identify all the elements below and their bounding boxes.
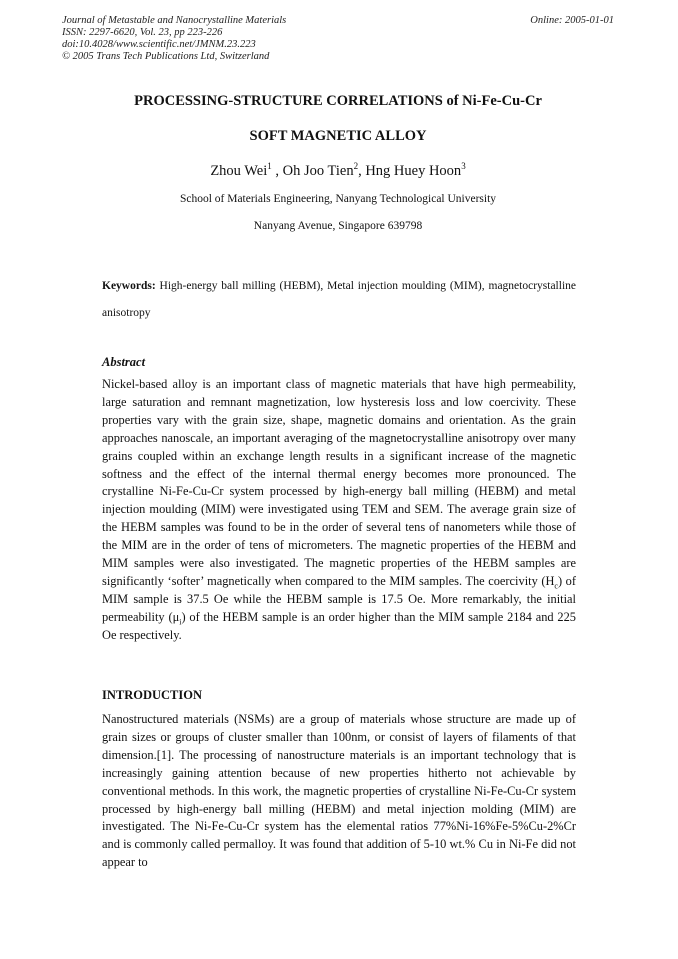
journal-header	[62, 15, 614, 63]
author-name: Zhou Wei	[210, 163, 268, 179]
abstract-text-part-1: Nickel-based alloy is an important class of magnetic materials that have high permeability, large saturation and remnant magnetization, low hysteresis loss and low coercivity. These properties vary with the grain size, shape, magnetic domains and orientation. As the grain approaches nanoscale, an important averaging of the magnetocrystalline anisotropy over many grains coupled within an exchange length results in a significant increase of the magnetic softness and the effect of the internal thermal energy becomes more pronounced. The crystalline Ni-Fe-Cu-Cr system processed by high-energy ball milling (HEBM) and metal injection moulding (MIM) were investigated using TEM and SEM. The average grain size of the HEBM samples was found to be in the order of several tens of nanometers while those of the MIM are in the order of tens of micrometers. The magnetic properties of the HEBM and MIM samples were also investigated. The magnetic properties of the HEBM samples are significantly ‘softer’ magnetically when compared to the MIM samples. The coercivity (H	[102, 377, 576, 588]
doi-line: doi:10.4028/www.scientific.net/JMNM.23.223	[62, 39, 256, 50]
keywords-label: Keywords:	[102, 280, 156, 292]
copyright-line: © 2005 Trans Tech Publications Ltd, Switzerland	[62, 51, 270, 62]
author-separator: ,	[358, 163, 366, 179]
introduction-body: Nanostructured materials (NSMs) are a group of materials whose structure are made up of grain sizes or groups of cluster smaller than 100nm, or consist of layers of filaments of that dimension.[1]. The processing of nanostructure materials is an important technology that is increasingly gaining attention because of new properties hitherto not achievable by conventional methods. In this work, the magnetic properties of crystalline Ni-Fe-Cu-Cr system processed by high-energy ball milling (HEBM) and metal injection molding (MIM) are investigated. The Ni-Fe-Cu-Cr system has the elemental ratios 77%Ni-16%Fe-5%Cu-2%Cr and is commonly called permalloy. It was found that addition of 5-10 wt.% Cu in Ni-Fe did not appear to	[102, 712, 576, 870]
coercivity-subscript: c	[554, 581, 558, 591]
author-name: Hng Huey Hoon	[365, 163, 462, 179]
introduction-heading: INTRODUCTION	[102, 688, 203, 702]
permeability-subscript: i	[179, 617, 182, 627]
abstract-body	[102, 376, 576, 645]
affiliation-line-1: School of Materials Engineering, Nanyang Technological University	[179, 193, 497, 205]
keywords-section	[102, 273, 576, 327]
affiliation-line-2: Nanyang Avenue, Singapore 639798	[253, 220, 423, 232]
affiliation-mark: 2	[353, 161, 359, 172]
affiliation-mark: 3	[461, 161, 466, 172]
author-separator: ,	[271, 163, 283, 179]
keywords-text: High-energy ball milling (HEBM), Metal injection moulding (MIM), magnetocrystalline anisotropy	[102, 280, 576, 319]
issn-line: ISSN: 2297-6620, Vol. 23, pp 223-226	[62, 27, 223, 38]
author-list	[62, 160, 614, 182]
paper-title-line-1: PROCESSING-STRUCTURE CORRELATIONS of Ni-Fe-Cu-Cr	[134, 93, 542, 109]
abstract-heading: Abstract	[102, 355, 146, 369]
paper-title-line-2: SOFT MAGNETIC ALLOY	[249, 128, 427, 144]
journal-name: Journal of Metastable and Nanocrystalline Materials	[62, 15, 287, 26]
abstract-text-part-3: ) of the HEBM sample is an order higher than the MIM sample 2184 and 225 Oe respectively.	[102, 609, 576, 642]
affiliation-mark: 1	[267, 161, 272, 172]
online-date: Online: 2005-01-01	[530, 15, 614, 26]
abstract-text-part-2: ) of MIM sample is 37.5 Oe while the HEBM sample is 17.5 Oe. More remarkably, the initial permeability (μ	[102, 573, 576, 624]
author-name: Oh Joo Tien	[282, 163, 354, 179]
